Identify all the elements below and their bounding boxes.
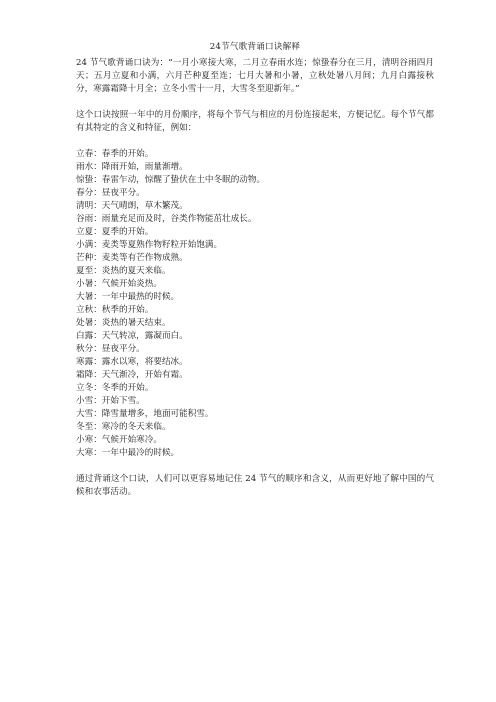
list-item: 小雪：开始下雪。 <box>76 396 145 406</box>
list-item: 立春：春季的开始。 <box>76 149 154 159</box>
list-item: 白露：天气转凉，露凝而白。 <box>76 331 188 341</box>
conclusion-paragraph: 通过背诵这个口诀，人们可以更容易地记住 24 节气的顺序和含义，从而更好地了解中国的气候和农事活动。 <box>76 474 434 497</box>
list-item: 春分：昼夜平分。 <box>76 188 145 198</box>
list-item: 处暑：炎热的暑天结束。 <box>76 318 171 328</box>
list-item: 小暑：气候开始炎热。 <box>76 279 162 289</box>
list-item: 惊蛰：春雷乍动，惊醒了蛰伏在土中冬眠的动物。 <box>76 175 266 185</box>
list-item: 雨水：降雨开始，雨量渐增。 <box>76 162 188 172</box>
list-item: 秋分：昼夜平分。 <box>76 344 145 354</box>
list-item: 小满：麦类等夏熟作物籽粒开始饱满。 <box>76 240 223 250</box>
intro-paragraph: 24 节气歌背诵口诀为：“一月小寒接大寒，二月立春雨水连；惊蛰春分在三月，清明谷雨四月天；五月立夏和小满，六月芒种夏至连；七月大暑和小暑，立秋处暑八月间；九月白露接秋分，寒露霜降十月全；立冬小雪十一月，大雪冬至迎新年。” <box>76 58 434 94</box>
list-item: 小寒：气候开始寒冷。 <box>76 435 162 445</box>
list-item: 芒种：麦类等有芒作物成熟。 <box>76 253 188 263</box>
paragraph-spacer <box>76 135 434 148</box>
list-item: 立夏：夏季的开始。 <box>76 227 154 237</box>
explanation-paragraph: 这个口诀按照一年中的月份顺序，将每个节气与相应的月份连接起来，方便记忆。每个节气都有其特定的含义和特征，例如： <box>76 110 434 133</box>
list-item: 大雪：降雪量增多，地面可能积雪。 <box>76 409 214 419</box>
list-item: 立冬：冬季的开始。 <box>76 383 154 393</box>
list-item: 寒露：露水以寒，将要结冰。 <box>76 357 188 367</box>
solar-terms-list <box>76 148 434 460</box>
list-item: 大暑：一年中最热的时候。 <box>76 292 180 302</box>
paragraph-spacer <box>76 96 434 109</box>
list-item: 冬至：寒冷的冬天来临。 <box>76 422 171 432</box>
list-item: 夏至：炎热的夏天来临。 <box>76 266 171 276</box>
document-title: 24节气歌背诵口诀解释 <box>209 42 301 52</box>
list-item: 清明：天气晴朗，草木繁茂。 <box>76 201 188 211</box>
list-item: 大寒：一年中最冷的时候。 <box>76 448 180 458</box>
list-item: 立秋：秋季的开始。 <box>76 305 154 315</box>
paragraph-spacer <box>76 460 434 473</box>
list-item: 霜降：天气渐冷，开始有霜。 <box>76 370 188 380</box>
list-item: 谷雨：雨量充足而及时，谷类作物能茁壮成长。 <box>76 214 257 224</box>
